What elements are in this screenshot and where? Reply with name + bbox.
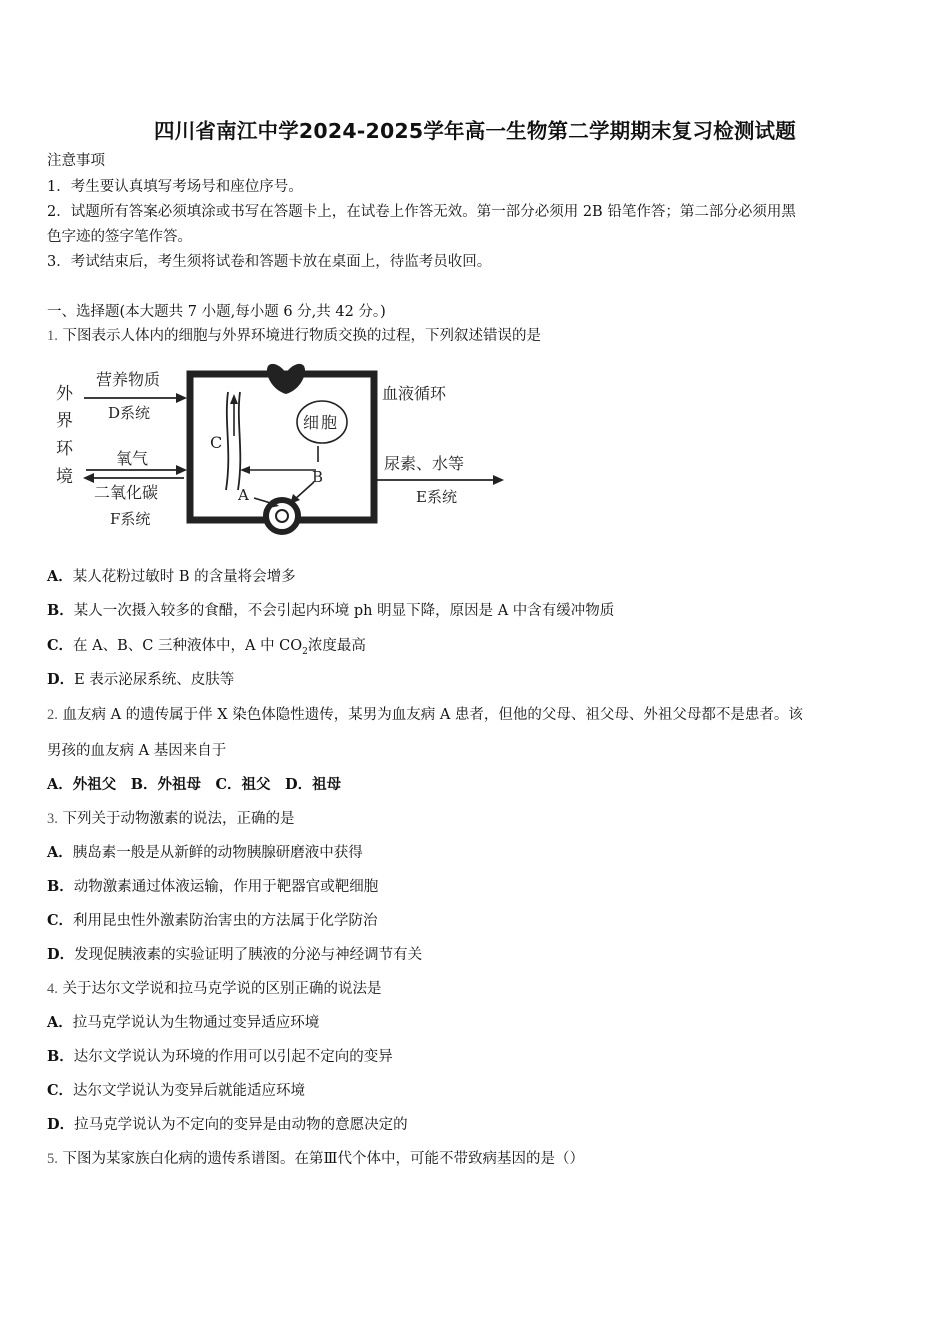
question-4-option-b [47, 1047, 393, 1067]
f-system-label: F系统 [110, 510, 151, 528]
question-1-option-a [47, 567, 296, 587]
option-key: D． [47, 671, 75, 688]
option-text: 拉马克学说认为不定向的变异是由动物的意愿决定的 [74, 1117, 408, 1133]
notice-item-2-cont: 色字迹的签字笔作答。 [47, 229, 192, 245]
question-4-option-d [47, 1115, 408, 1135]
label-b: B [312, 468, 324, 486]
question-2-stem-cont: 男孩的血友病 A 基因来自于 [47, 743, 227, 759]
outside-env-char: 环 [56, 439, 73, 459]
urea-water-label: 尿素、水等 [384, 454, 465, 473]
option-text: 胰岛素一般是从新鲜的动物胰腺研磨液中获得 [72, 845, 363, 861]
question-number: 5. [47, 1151, 58, 1167]
b-to-a-arrow [294, 482, 314, 500]
outside-env-char: 界 [56, 411, 73, 431]
d-system-label: D系统 [108, 404, 151, 422]
subscript: 2 [302, 646, 308, 657]
question-1-stem [47, 326, 541, 346]
notice-item-1: 1．考生要认真填写考场号和座位序号。 [47, 179, 303, 195]
cell-label-char: 细 [303, 413, 320, 432]
option-key: B． [47, 1048, 74, 1065]
bottom-ring-core [276, 510, 288, 522]
arrow-head [176, 465, 187, 475]
option-key: A． [47, 568, 73, 585]
question-3-option-d [47, 945, 422, 965]
option-text: E 表示泌尿系统、皮肤等 [74, 672, 235, 688]
arrow-head [493, 475, 504, 485]
option-text: 拉马克学说认为生物通过变异适应环境 [72, 1015, 320, 1031]
oxygen-label: 氧气 [116, 449, 149, 468]
arrow-head [240, 466, 250, 474]
question-number: 1. [47, 328, 58, 344]
question-2-options: A．外祖父 B．外祖母 C．祖父 D．祖母 [47, 776, 342, 793]
label-c: C [210, 433, 223, 452]
question-4-option-c [47, 1081, 305, 1101]
question-4-option-a [47, 1013, 319, 1033]
outside-env-char: 外 [56, 384, 73, 404]
option-key: B． [47, 878, 74, 895]
question-number: 2. [47, 707, 58, 723]
option-key: B． [47, 602, 74, 619]
top-organ-shape [267, 364, 305, 394]
nutrients-label: 营养物质 [96, 370, 161, 389]
option-key: C． [47, 637, 74, 654]
lymph-vessel-right [238, 392, 240, 490]
material-exchange-diagram [50, 362, 510, 537]
option-text: 发现促胰液素的实验证明了胰液的分泌与神经调节有关 [74, 947, 423, 963]
outside-env-char: 境 [56, 467, 73, 487]
co2-label: 二氧化碳 [94, 483, 159, 502]
option-text: 达尔文学说认为环境的作用可以引起不定向的变异 [73, 1049, 393, 1065]
option-key: D． [47, 946, 75, 963]
option-text: 动物激素通过体液运输，作用于靶器官或靶细胞 [73, 879, 379, 895]
option-key: A． [47, 1014, 73, 1031]
question-text: 下图表示人体内的细胞与外界环境进行物质交换的过程，下列叙述错误的是 [62, 328, 541, 344]
notice-item-3: 3．考试结束后，考生须将试卷和答题卡放在桌面上，待监考员收回。 [47, 254, 492, 270]
option-text: 某人一次摄入较多的食醋，不会引起内环境 ph 明显下降，原因是 A 中含有缓冲物质 [73, 603, 615, 619]
label-a: A [238, 486, 249, 504]
option-key: C． [47, 912, 74, 929]
e-system-label: E系统 [416, 488, 457, 506]
question-number: 4. [47, 981, 58, 997]
question-1-option-c [47, 636, 366, 662]
arrow-head [230, 394, 238, 404]
question-1-option-b [47, 601, 614, 621]
question-text: 下图为某家族白化病的遗传系谱图。在第Ⅲ代个体中，可能不带致病基因的是（） [62, 1151, 584, 1167]
question-4-stem [47, 979, 381, 999]
option-text: 在 A、B、C 三种液体中，A 中 CO [73, 638, 303, 654]
option-key: D． [47, 1116, 75, 1133]
question-text: 下列关于动物激素的说法，正确的是 [62, 811, 295, 827]
question-1-option-d [47, 670, 234, 690]
question-3-option-b [47, 877, 378, 897]
question-3-option-c [47, 911, 378, 931]
page-title: 四川省南江中学2024-2025学年高一生物第二学期期末复习检测试题 [154, 119, 796, 143]
notice-heading: 注意事项 [47, 153, 105, 169]
cell-label-char: 胞 [321, 413, 338, 432]
option-key: C． [47, 1082, 74, 1099]
question-3-option-a [47, 843, 363, 863]
question-5-stem [47, 1149, 584, 1169]
option-key: A． [47, 844, 73, 861]
option-text: 利用昆虫性外激素防治害虫的方法属于化学防治 [73, 913, 378, 929]
blood-circulation-label: 血液循环 [382, 384, 447, 403]
option-text: 浓度最高 [307, 638, 366, 654]
question-3-stem [47, 809, 294, 829]
arrow-head [83, 473, 94, 483]
option-text: 某人花粉过敏时 B 的含量将会增多 [72, 569, 296, 585]
question-number: 3. [47, 811, 58, 827]
arrow-head [176, 393, 187, 403]
option-text: 达尔文学说认为变异后就能适应环境 [73, 1083, 306, 1099]
question-text: 血友病 A 的遗传属于伴 X 染色体隐性遗传，某男为血友病 A 患者，但他的父母、祖父母、外祖父母都不是患者。该 [62, 707, 803, 723]
section-heading: 一、选择题(本大题共 7 小题,每小题 6 分,共 42 分。) [47, 304, 386, 320]
notice-item-2: 2．试题所有答案必须填涂或书写在答题卡上，在试卷上作答无效。第一部分必须用 2B 铅笔作答；第二部分必须用黑 [47, 204, 796, 220]
lymph-vessel-left [226, 392, 228, 490]
question-2-stem [47, 705, 803, 725]
question-text: 关于达尔文学说和拉马克学说的区别正确的说法是 [62, 981, 382, 997]
